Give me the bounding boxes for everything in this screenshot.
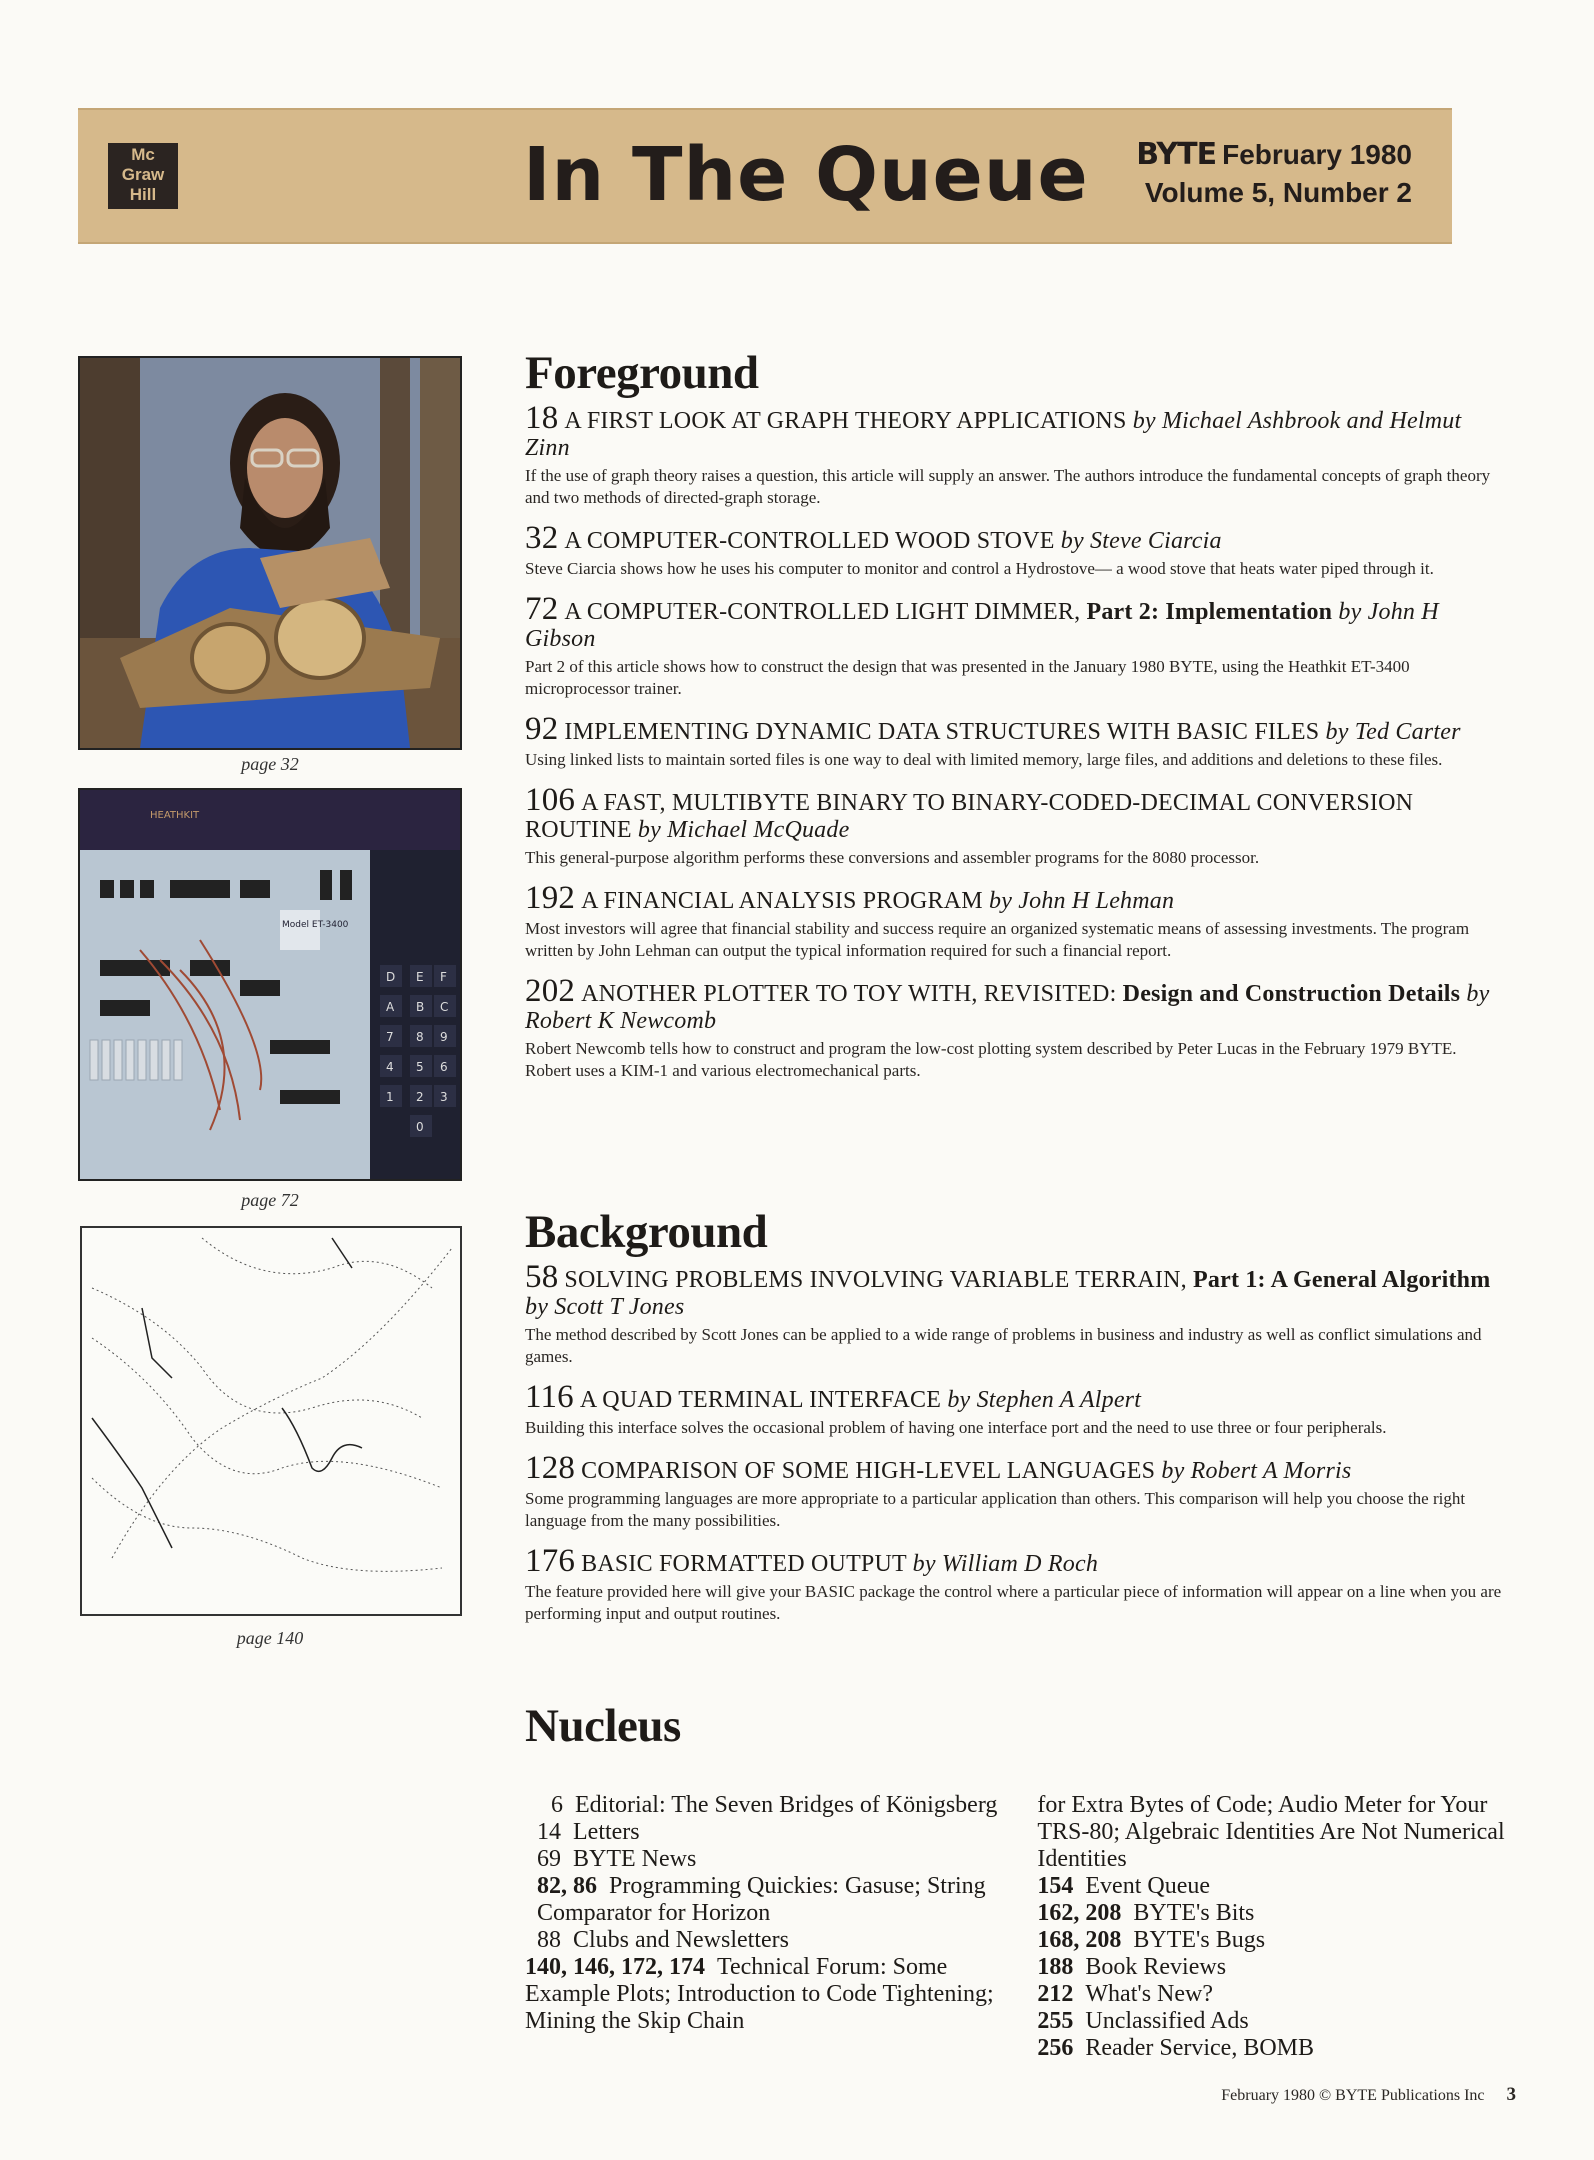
issue-date: February 1980 xyxy=(1222,139,1412,170)
article-58[interactable] xyxy=(525,1259,1505,1368)
article-description: Robert Newcomb tells how to construct and program the low-cost plotting system described by Peter Lucas in the February 1979 BYTE. Robert uses a KIM-1 and various electromechanical parts. xyxy=(525,1039,1457,1080)
article-title: A FIRST LOOK AT GRAPH THEORY APPLICATIONS xyxy=(564,408,1127,434)
heathkit-label: HEATHKIT xyxy=(150,810,200,821)
section-foreground xyxy=(525,345,1505,1082)
article-title: BASIC FORMATTED OUTPUT xyxy=(581,1551,907,1577)
article-description: This general-purpose algorithm performs these conversions and assembler programs for the 8080 processor. xyxy=(525,848,1260,867)
article-title: A COMPUTER-CONTROLLED WOOD STOVE xyxy=(564,528,1055,554)
section-title-nucleus: Nucleus xyxy=(525,1700,681,1752)
section-title-foreground: Foreground xyxy=(525,347,759,399)
article-author: by John H Lehman xyxy=(989,888,1175,914)
article-page-number: 18 xyxy=(525,400,559,436)
nucleus-page: 256 xyxy=(1037,2035,1074,2061)
photo-terrain-plot xyxy=(80,1226,462,1616)
article-author: by Michael Ashbrook and Helmut Zinn xyxy=(525,408,1462,461)
article-192[interactable] xyxy=(525,880,1505,962)
section-background xyxy=(525,1204,1505,1625)
nucleus-item[interactable] xyxy=(525,1819,1037,1846)
nucleus-page: 140, 146, 172, 174 xyxy=(525,1954,705,1980)
terrain-plot-icon xyxy=(82,1228,460,1614)
key-8: 8 xyxy=(416,1030,424,1044)
article-title: IMPLEMENTING DYNAMIC DATA STRUCTURES WITH BASIC FILES xyxy=(564,719,1320,745)
nucleus-item[interactable] xyxy=(1037,1981,1505,2008)
photo-man-with-logs-icon xyxy=(80,358,460,748)
nucleus-text: Letters xyxy=(573,1819,640,1845)
article-page-number: 58 xyxy=(525,1259,559,1295)
caption-page-72: page 72 xyxy=(241,1190,299,1210)
article-title: A FAST, MULTIBYTE BINARY TO BINARY-CODED-DECIMAL CONVERSION ROUTINE xyxy=(525,790,1414,843)
article-title: SOLVING PROBLEMS INVOLVING VARIABLE TERRAIN, xyxy=(564,1267,1187,1293)
nucleus-page: 14 xyxy=(537,1819,561,1845)
key-2: 2 xyxy=(416,1090,424,1104)
article-title: A COMPUTER-CONTROLLED LIGHT DIMMER, xyxy=(564,599,1081,625)
article-description: Part 2 of this article shows how to construct the design that was presented in the January 1980 BYTE, using the Heathkit ET-3400 microprocessor trainer. xyxy=(525,657,1410,698)
nucleus-right-column xyxy=(1037,1792,1505,2062)
article-description: Most investors will agree that financial stability and success require an organized systematic means of assessing investments. The program written by John Lehman can output the typical information required for such a financial report. xyxy=(525,919,1470,960)
photo-circuit-board-icon xyxy=(80,790,460,1179)
article-page-number: 32 xyxy=(525,520,559,556)
key-6: 6 xyxy=(440,1060,448,1074)
nucleus-left-column xyxy=(525,1792,1037,2062)
key-5: 5 xyxy=(416,1060,424,1074)
article-description: The feature provided here will give your BASIC package the control where a particular piece of information will appear on a line when you are performing input and output routines. xyxy=(525,1582,1502,1623)
article-subtitle: Part 1: A General Algorithm xyxy=(1193,1267,1491,1293)
article-title: ANOTHER PLOTTER TO TOY WITH, REVISITED: xyxy=(581,981,1117,1007)
page-title: In The Queue xyxy=(523,132,1089,218)
nucleus-text: Editorial: The Seven Bridges of Königsberg xyxy=(575,1792,998,1818)
key-1: 1 xyxy=(386,1090,394,1104)
key-4: 4 xyxy=(386,1060,394,1074)
nucleus-item[interactable] xyxy=(525,1927,1037,1954)
article-128[interactable] xyxy=(525,1450,1505,1532)
caption-page-140: page 140 xyxy=(236,1628,304,1648)
nucleus-text: BYTE's Bits xyxy=(1133,1900,1255,1926)
article-page-number: 176 xyxy=(525,1543,576,1579)
nucleus-page: 212 xyxy=(1037,1981,1074,2007)
logo-line-3: Hill xyxy=(129,185,157,204)
issue-volume: Volume 5, Number 2 xyxy=(1144,177,1412,208)
article-description: Steve Ciarcia shows how he uses his computer to monitor and control a Hydrostove— a wood stove that heats water piped through it. xyxy=(525,559,1434,578)
nucleus-page: 162, 208 xyxy=(1037,1900,1122,1926)
nucleus-text: Clubs and Newsletters xyxy=(573,1927,789,1953)
article-title: A QUAD TERMINAL INTERFACE xyxy=(579,1387,942,1413)
article-subtitle: Part 2: Implementation xyxy=(1086,599,1333,625)
nucleus-text: Event Queue xyxy=(1085,1873,1211,1899)
key-0: 0 xyxy=(416,1120,424,1134)
key-9: 9 xyxy=(440,1030,448,1044)
logo-line-2: Graw xyxy=(121,165,165,184)
publisher-logo xyxy=(108,143,178,209)
nucleus-text: Programming Quickies: Gasuse; String Comparator for Horizon xyxy=(537,1873,986,1926)
nucleus-item[interactable] xyxy=(1037,1954,1505,1981)
section-title-background: Background xyxy=(525,1206,768,1258)
key-d: D xyxy=(386,970,396,984)
issue-info xyxy=(1136,138,1412,210)
article-202[interactable] xyxy=(525,973,1505,1082)
key-7: 7 xyxy=(386,1030,394,1044)
article-116[interactable] xyxy=(525,1379,1505,1439)
article-author: by Ted Carter xyxy=(1325,719,1461,745)
article-subtitle: Design and Construction Details xyxy=(1122,981,1461,1007)
article-description: Building this interface solves the occasional problem of having one interface port and the need to use three or four peripherals. xyxy=(525,1418,1387,1437)
footer-copyright: February 1980 © BYTE Publications Inc xyxy=(1221,2087,1485,2104)
nucleus-item[interactable] xyxy=(1037,1927,1505,1954)
article-page-number: 116 xyxy=(525,1379,574,1415)
page-footer xyxy=(1221,2084,1516,2106)
key-b: B xyxy=(416,1000,425,1014)
article-92[interactable] xyxy=(525,711,1505,771)
article-page-number: 92 xyxy=(525,711,559,747)
nucleus-text: Reader Service, BOMB xyxy=(1085,2035,1314,2061)
nucleus-page: 188 xyxy=(1037,1954,1074,1980)
article-author: by John H Gibson xyxy=(525,599,1439,652)
nucleus-text: BYTE News xyxy=(573,1846,697,1872)
article-description: The method described by Scott Jones can be applied to a wide range of problems in business and industry as well as conflict simulations and games. xyxy=(525,1325,1482,1366)
article-106[interactable] xyxy=(525,782,1505,869)
nucleus-item[interactable] xyxy=(525,1954,1037,2035)
nucleus-page: 82, 86 xyxy=(537,1873,597,1899)
article-author: by Michael McQuade xyxy=(637,817,850,843)
article-author: by Scott T Jones xyxy=(525,1294,685,1320)
masthead xyxy=(78,108,1452,244)
nucleus-page: 88 xyxy=(537,1927,561,1953)
article-page-number: 106 xyxy=(525,782,576,818)
article-32[interactable] xyxy=(525,520,1505,580)
logo-line-1: Mc xyxy=(131,145,155,164)
key-e: E xyxy=(416,970,424,984)
nucleus-page: 168, 208 xyxy=(1037,1927,1122,1953)
page-number: 3 xyxy=(1506,2084,1516,2105)
article-176[interactable] xyxy=(525,1543,1505,1625)
magazine-name: BYTE xyxy=(1136,137,1217,172)
nucleus-text: Book Reviews xyxy=(1085,1954,1227,1980)
article-page-number: 72 xyxy=(525,591,559,627)
key-a: A xyxy=(386,1000,395,1014)
article-page-number: 192 xyxy=(525,880,576,916)
caption-page-32: page 32 xyxy=(241,754,299,774)
section-nucleus xyxy=(525,1698,1505,2062)
article-author: by Robert A Morris xyxy=(1161,1458,1352,1484)
nucleus-page: 6 xyxy=(551,1792,563,1818)
article-page-number: 128 xyxy=(525,1450,576,1486)
nucleus-page: 255 xyxy=(1037,2008,1074,2034)
nucleus-continuation: for Extra Bytes of Code; Audio Meter for Your TRS-80; Algebraic Identities Are Not Numerical Identities xyxy=(1037,1792,1505,1872)
nucleus-item[interactable] xyxy=(1037,1900,1505,1927)
nucleus-item[interactable] xyxy=(1037,2008,1505,2035)
nucleus-item[interactable] xyxy=(1037,2035,1505,2062)
article-title: COMPARISON OF SOME HIGH-LEVEL LANGUAGES xyxy=(581,1458,1156,1484)
key-c: C xyxy=(440,1000,449,1014)
article-author: by Robert K Newcomb xyxy=(525,981,1490,1034)
nucleus-item[interactable] xyxy=(525,1792,1037,1819)
nucleus-item[interactable] xyxy=(1037,1873,1505,1900)
article-author: by William D Roch xyxy=(912,1551,1099,1577)
article-description: Using linked lists to maintain sorted files is one way to deal with limited memory, large files, and additions and deletions to these files. xyxy=(525,750,1443,769)
nucleus-text: BYTE's Bugs xyxy=(1133,1927,1266,1953)
nucleus-text: Technical Forum: Some Example Plots; Introduction to Code Tightening; Mining the Skip Chain xyxy=(525,1954,994,2034)
nucleus-text: What's New? xyxy=(1085,1981,1213,2007)
article-description: If the use of graph theory raises a question, this article will supply an answer. The authors introduce the fundamental concepts of graph theory and two methods of directed-graph storage. xyxy=(525,466,1491,507)
nucleus-item[interactable] xyxy=(525,1846,1037,1873)
article-author: by Stephen A Alpert xyxy=(947,1387,1142,1413)
article-description: Some programming languages are more appropriate to a particular application than others. This comparison will help you choose the right language from the many possibilities. xyxy=(525,1489,1466,1530)
photo-trainer xyxy=(78,788,462,1181)
article-page-number: 202 xyxy=(525,973,576,1009)
photo-wood-stove xyxy=(78,356,462,750)
article-title: A FINANCIAL ANALYSIS PROGRAM xyxy=(581,888,983,914)
nucleus-page: 69 xyxy=(537,1846,561,1872)
nucleus-item[interactable] xyxy=(525,1873,1037,1927)
key-3: 3 xyxy=(440,1090,448,1104)
article-72[interactable] xyxy=(525,591,1505,700)
article-18[interactable] xyxy=(525,400,1505,509)
nucleus-text: Unclassified Ads xyxy=(1085,2008,1249,2034)
key-f: F xyxy=(440,970,447,984)
article-author: by Steve Ciarcia xyxy=(1060,528,1222,554)
model-label: Model ET-3400 xyxy=(282,920,349,930)
nucleus-page: 154 xyxy=(1037,1873,1074,1899)
